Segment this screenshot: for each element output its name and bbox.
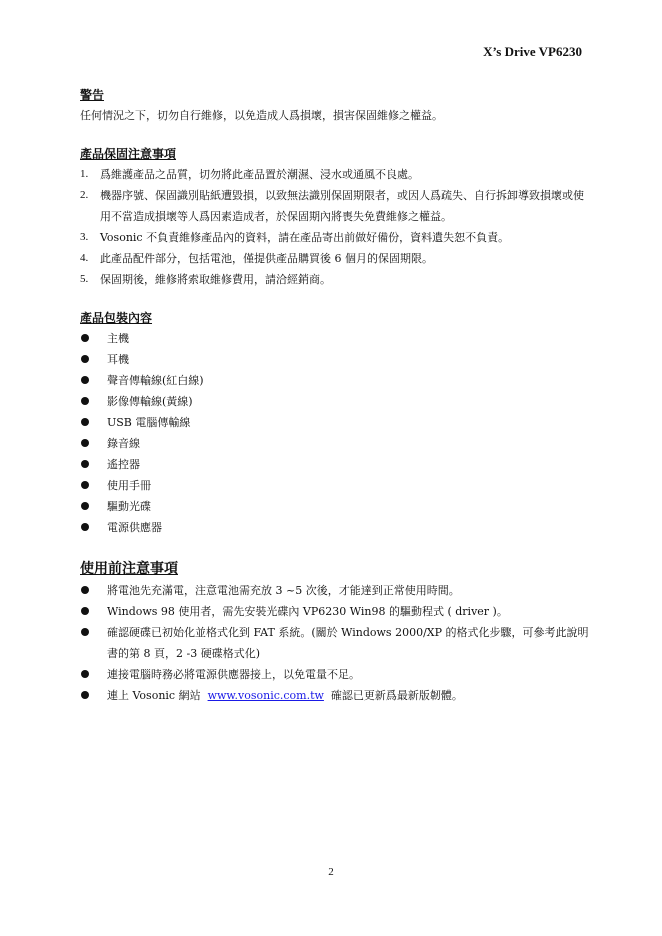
item-number: 3. xyxy=(80,231,89,243)
warranty-item xyxy=(80,269,590,290)
bullet-icon xyxy=(81,481,89,489)
package-item: 影像傳輸線(黃線) xyxy=(80,391,590,412)
precautions-section xyxy=(80,558,590,706)
bullet-icon xyxy=(81,439,89,447)
warning-section xyxy=(80,85,590,126)
bullet-icon xyxy=(81,628,89,636)
package-item: 遙控器 xyxy=(80,454,590,475)
bullet-icon xyxy=(81,502,89,510)
item-number: 2. xyxy=(80,189,89,201)
item-number: 1. xyxy=(80,168,89,180)
package-item: 使用手冊 xyxy=(80,475,590,496)
bullet-icon xyxy=(81,376,89,384)
package-item: 聲音傳輸線(紅白線) xyxy=(80,370,590,391)
package-list xyxy=(80,328,590,538)
package-item: 耳機 xyxy=(80,349,590,370)
package-item: 驅動光碟 xyxy=(80,496,590,517)
precaution-item: Windows 98 使用者，需先安裝光碟內 VP6230 Win98 的驅動程式 ( driver )。 xyxy=(80,601,590,622)
precautions-heading: 使用前注意事項 xyxy=(80,561,178,577)
item-text: 保固期後，維修將索取維修費用，請洽經銷商。 xyxy=(100,273,331,286)
precaution-item: 連接電腦時務必將電源供應器接上，以免電量不足。 xyxy=(80,664,590,685)
item-number: 4. xyxy=(80,252,89,264)
precautions-list xyxy=(80,580,590,706)
package-item: 主機 xyxy=(80,328,590,349)
warranty-item xyxy=(80,164,590,185)
item-text: 機器序號、保固識別貼紙遭毀損，以致無法識別保固期限者，或因人爲疏失、自行拆卸導致損壞或使用不當造成損壞等人爲因素造成者，於保固期內將喪失免費維修之權益。 xyxy=(100,189,584,223)
item-text: 爲維護產品之品質，切勿將此產品置於潮濕、浸水或通風不良處。 xyxy=(100,168,419,181)
warranty-heading: 產品保固注意事項 xyxy=(80,147,177,161)
bullet-icon xyxy=(81,586,89,594)
item-number: 5. xyxy=(80,273,89,285)
precaution-item: 確認硬碟已初始化並格式化到 FAT 系統。(關於 Windows 2000/XP 的格式化步驟，可參考此說明書的第 8 頁，2 -3 硬碟格式化) xyxy=(80,622,590,664)
warning-heading: 警告 xyxy=(80,88,105,102)
bullet-icon xyxy=(81,691,89,699)
warranty-item xyxy=(80,185,590,227)
page-number: 2 xyxy=(328,866,334,878)
package-heading: 產品包裝內容 xyxy=(80,311,153,325)
warranty-item xyxy=(80,248,590,269)
bullet-icon xyxy=(81,334,89,342)
precaution-item: 連上 Vosonic 網站 www.vosonic.com.tw 確認已更新爲最新版韌體。 xyxy=(80,685,590,706)
bullet-icon xyxy=(81,355,89,363)
warranty-list xyxy=(80,164,590,290)
bullet-icon xyxy=(81,460,89,468)
precaution-item: 將電池先充滿電，注意電池需充放 3 ~5 次後，才能達到正常使用時間。 xyxy=(80,580,590,601)
document-header-title: X’s Drive VP6230 xyxy=(483,44,582,59)
bullet-icon xyxy=(81,397,89,405)
bullet-icon xyxy=(81,523,89,531)
package-item: USB 電腦傳輸線 xyxy=(80,412,590,433)
warranty-item xyxy=(80,227,590,248)
bullet-icon xyxy=(81,607,89,615)
package-section xyxy=(80,308,590,538)
warning-text: 任何情況之下，切勿自行維修，以免造成人爲損壞，損害保固維修之權益。 xyxy=(80,109,443,122)
package-item: 電源供應器 xyxy=(80,517,590,538)
package-item: 錄音線 xyxy=(80,433,590,454)
bullet-icon xyxy=(81,670,89,678)
bullet-icon xyxy=(81,418,89,426)
page-content xyxy=(80,85,590,706)
vosonic-website-link[interactable]: www.vosonic.com.tw xyxy=(207,689,324,702)
warranty-section xyxy=(80,144,590,290)
item-text: Vosonic 不負責維修產品內的資料，請在產品寄出前做好備份，資料遺失恕不負責。 xyxy=(100,231,510,244)
item-text: 此產品配件部分，包括電池，僅提供產品購買後 6 個月的保固期限。 xyxy=(100,252,433,265)
